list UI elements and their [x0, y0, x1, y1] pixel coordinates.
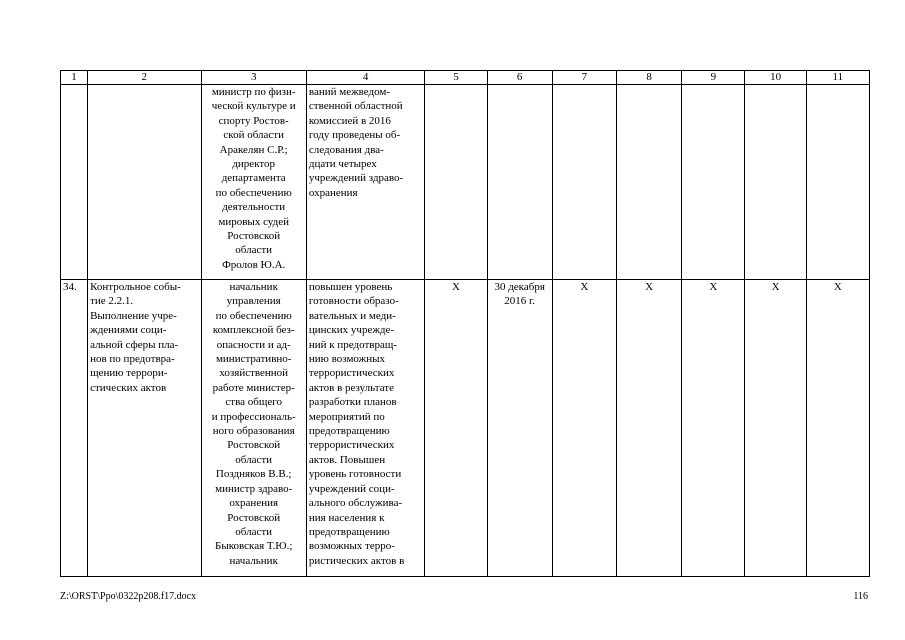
- text-line: и профессиональ-: [211, 410, 296, 423]
- text-line: ваний межведом-: [308, 86, 391, 98]
- text-line: по обеспечению: [215, 309, 292, 322]
- cell-result: [306, 280, 424, 577]
- text-line: Ростовской: [227, 230, 281, 243]
- cell-col10: Х: [745, 280, 806, 577]
- cell-col11: Х: [806, 280, 869, 577]
- text-line: году проведены об-: [308, 129, 401, 142]
- text-line: ного образования: [212, 425, 295, 438]
- text-line: Ростовской: [227, 511, 281, 524]
- text-line: деятельности: [222, 201, 286, 214]
- table-row-34: [61, 280, 870, 577]
- text-line: комиссией в 2016: [308, 114, 391, 127]
- col-header: 2: [88, 71, 201, 85]
- cell-responsible: [201, 280, 306, 577]
- text-line: департамента: [221, 172, 286, 185]
- text-line: Аракелян С.Р.;: [219, 143, 288, 156]
- text-line: мероприятий по: [308, 410, 385, 423]
- text-line: охранения: [308, 186, 358, 199]
- text-line: готовности образо-: [308, 295, 399, 308]
- cell-responsible: [201, 85, 306, 280]
- cell-event: [88, 280, 201, 577]
- text-line: актов в результате: [308, 381, 394, 394]
- text-line: министративно-: [215, 353, 292, 366]
- text-line: нию возможных: [308, 353, 386, 366]
- text-line: области: [235, 525, 273, 538]
- text-line: охранения: [229, 497, 279, 510]
- text-line: ской области: [223, 129, 284, 142]
- row-number: 34.: [61, 280, 88, 577]
- cell-col11: [806, 85, 869, 280]
- col-header: 6: [487, 71, 552, 85]
- text-line: хозяйственной: [219, 367, 289, 380]
- text-line: стических актов: [90, 381, 167, 394]
- text-line: по обеспечению: [215, 186, 292, 199]
- text-line: директор: [232, 158, 276, 171]
- col-header: 9: [682, 71, 745, 85]
- main-table: [60, 70, 870, 577]
- footer-page-number: 116: [853, 591, 868, 602]
- text-line: террористических: [308, 367, 395, 380]
- text-line: работе министер-: [212, 381, 295, 394]
- col-header: 4: [306, 71, 424, 85]
- text-line: разработки планов: [308, 396, 397, 409]
- cell-col7: [552, 85, 616, 280]
- text-line: учреждений здраво-: [308, 172, 404, 185]
- cell-col5: [425, 85, 487, 280]
- cell-num: [61, 85, 88, 280]
- text-line: начальник: [229, 281, 278, 293]
- text-line: следования два-: [308, 143, 384, 156]
- cell-result: [306, 85, 424, 280]
- col-header: 5: [425, 71, 487, 85]
- col-header: 3: [201, 71, 306, 85]
- text-line: Ростовской: [227, 439, 281, 452]
- text-line: цинских учрежде-: [308, 324, 395, 337]
- text-line: ального обслужива-: [308, 497, 403, 510]
- text-line: 30 декабря: [494, 281, 545, 293]
- col-header: 11: [806, 71, 869, 85]
- cell-col9: Х: [682, 280, 745, 577]
- text-line: щению террори-: [90, 367, 168, 380]
- text-line: Поздняков В.В.;: [215, 468, 292, 481]
- table-row-previous: [61, 85, 870, 280]
- col-header: 7: [552, 71, 616, 85]
- header-row: [61, 71, 870, 85]
- text-line: ства общего: [225, 396, 282, 409]
- text-line: спорту Ростов-: [218, 114, 289, 127]
- text-line: учреждений соци-: [308, 482, 395, 495]
- text-line: министр по физи-: [211, 86, 296, 98]
- text-line: тие 2.2.1.: [90, 295, 134, 308]
- text-line: 2016 г.: [504, 295, 536, 308]
- text-line: ждениями соци-: [90, 324, 167, 337]
- text-line: альной сферы пла-: [90, 338, 179, 351]
- cell-date: [487, 280, 552, 577]
- text-line: мировых судей: [218, 215, 289, 228]
- text-line: возможных терро-: [308, 540, 395, 553]
- cell-col8: Х: [617, 280, 682, 577]
- text-line: нов по предотвра-: [90, 353, 175, 366]
- text-line: предотвращению: [308, 425, 390, 438]
- text-line: ственной областной: [308, 100, 403, 113]
- footer-file-path: Z:\ORST\Ppo\0322p208.f17.docx: [60, 591, 197, 602]
- text-line: повышен уровень: [308, 281, 393, 293]
- cell-col10: [745, 85, 806, 280]
- text-line: актов. Повышен: [308, 453, 386, 466]
- text-line: ния населения к: [308, 511, 385, 524]
- text-line: области: [235, 453, 273, 466]
- text-line: области: [235, 244, 273, 257]
- cell-col5: Х: [425, 280, 487, 577]
- cell-col6: [487, 85, 552, 280]
- text-line: Быковская Т.Ю.;: [215, 540, 293, 553]
- col-header: 8: [617, 71, 682, 85]
- text-line: предотвращению: [308, 525, 390, 538]
- text-line: уровень готовности: [308, 468, 402, 481]
- text-line: министр здраво-: [215, 482, 293, 495]
- cell-col7: Х: [552, 280, 616, 577]
- text-line: ний к предотвращ-: [308, 338, 397, 351]
- text-line: Фролов Ю.А.: [222, 258, 286, 271]
- cell-col9: [682, 85, 745, 280]
- col-header: 1: [61, 71, 88, 85]
- col-header: 10: [745, 71, 806, 85]
- text-line: террористических: [308, 439, 395, 452]
- text-line: дцати четырех: [308, 158, 377, 171]
- text-line: Выполнение учре-: [90, 309, 177, 322]
- text-line: управления: [226, 295, 281, 308]
- text-line: опасности и ад-: [216, 338, 291, 351]
- text-line: Контрольное собы-: [90, 281, 181, 293]
- text-line: комплексной без-: [212, 324, 295, 337]
- text-line: ристических актов в: [308, 554, 405, 567]
- text-line: вательных и меди-: [308, 309, 396, 322]
- cell-event: [88, 85, 201, 280]
- text-line: ческой культуре и: [211, 100, 296, 113]
- text-line: начальник: [229, 554, 278, 567]
- cell-col8: [617, 85, 682, 280]
